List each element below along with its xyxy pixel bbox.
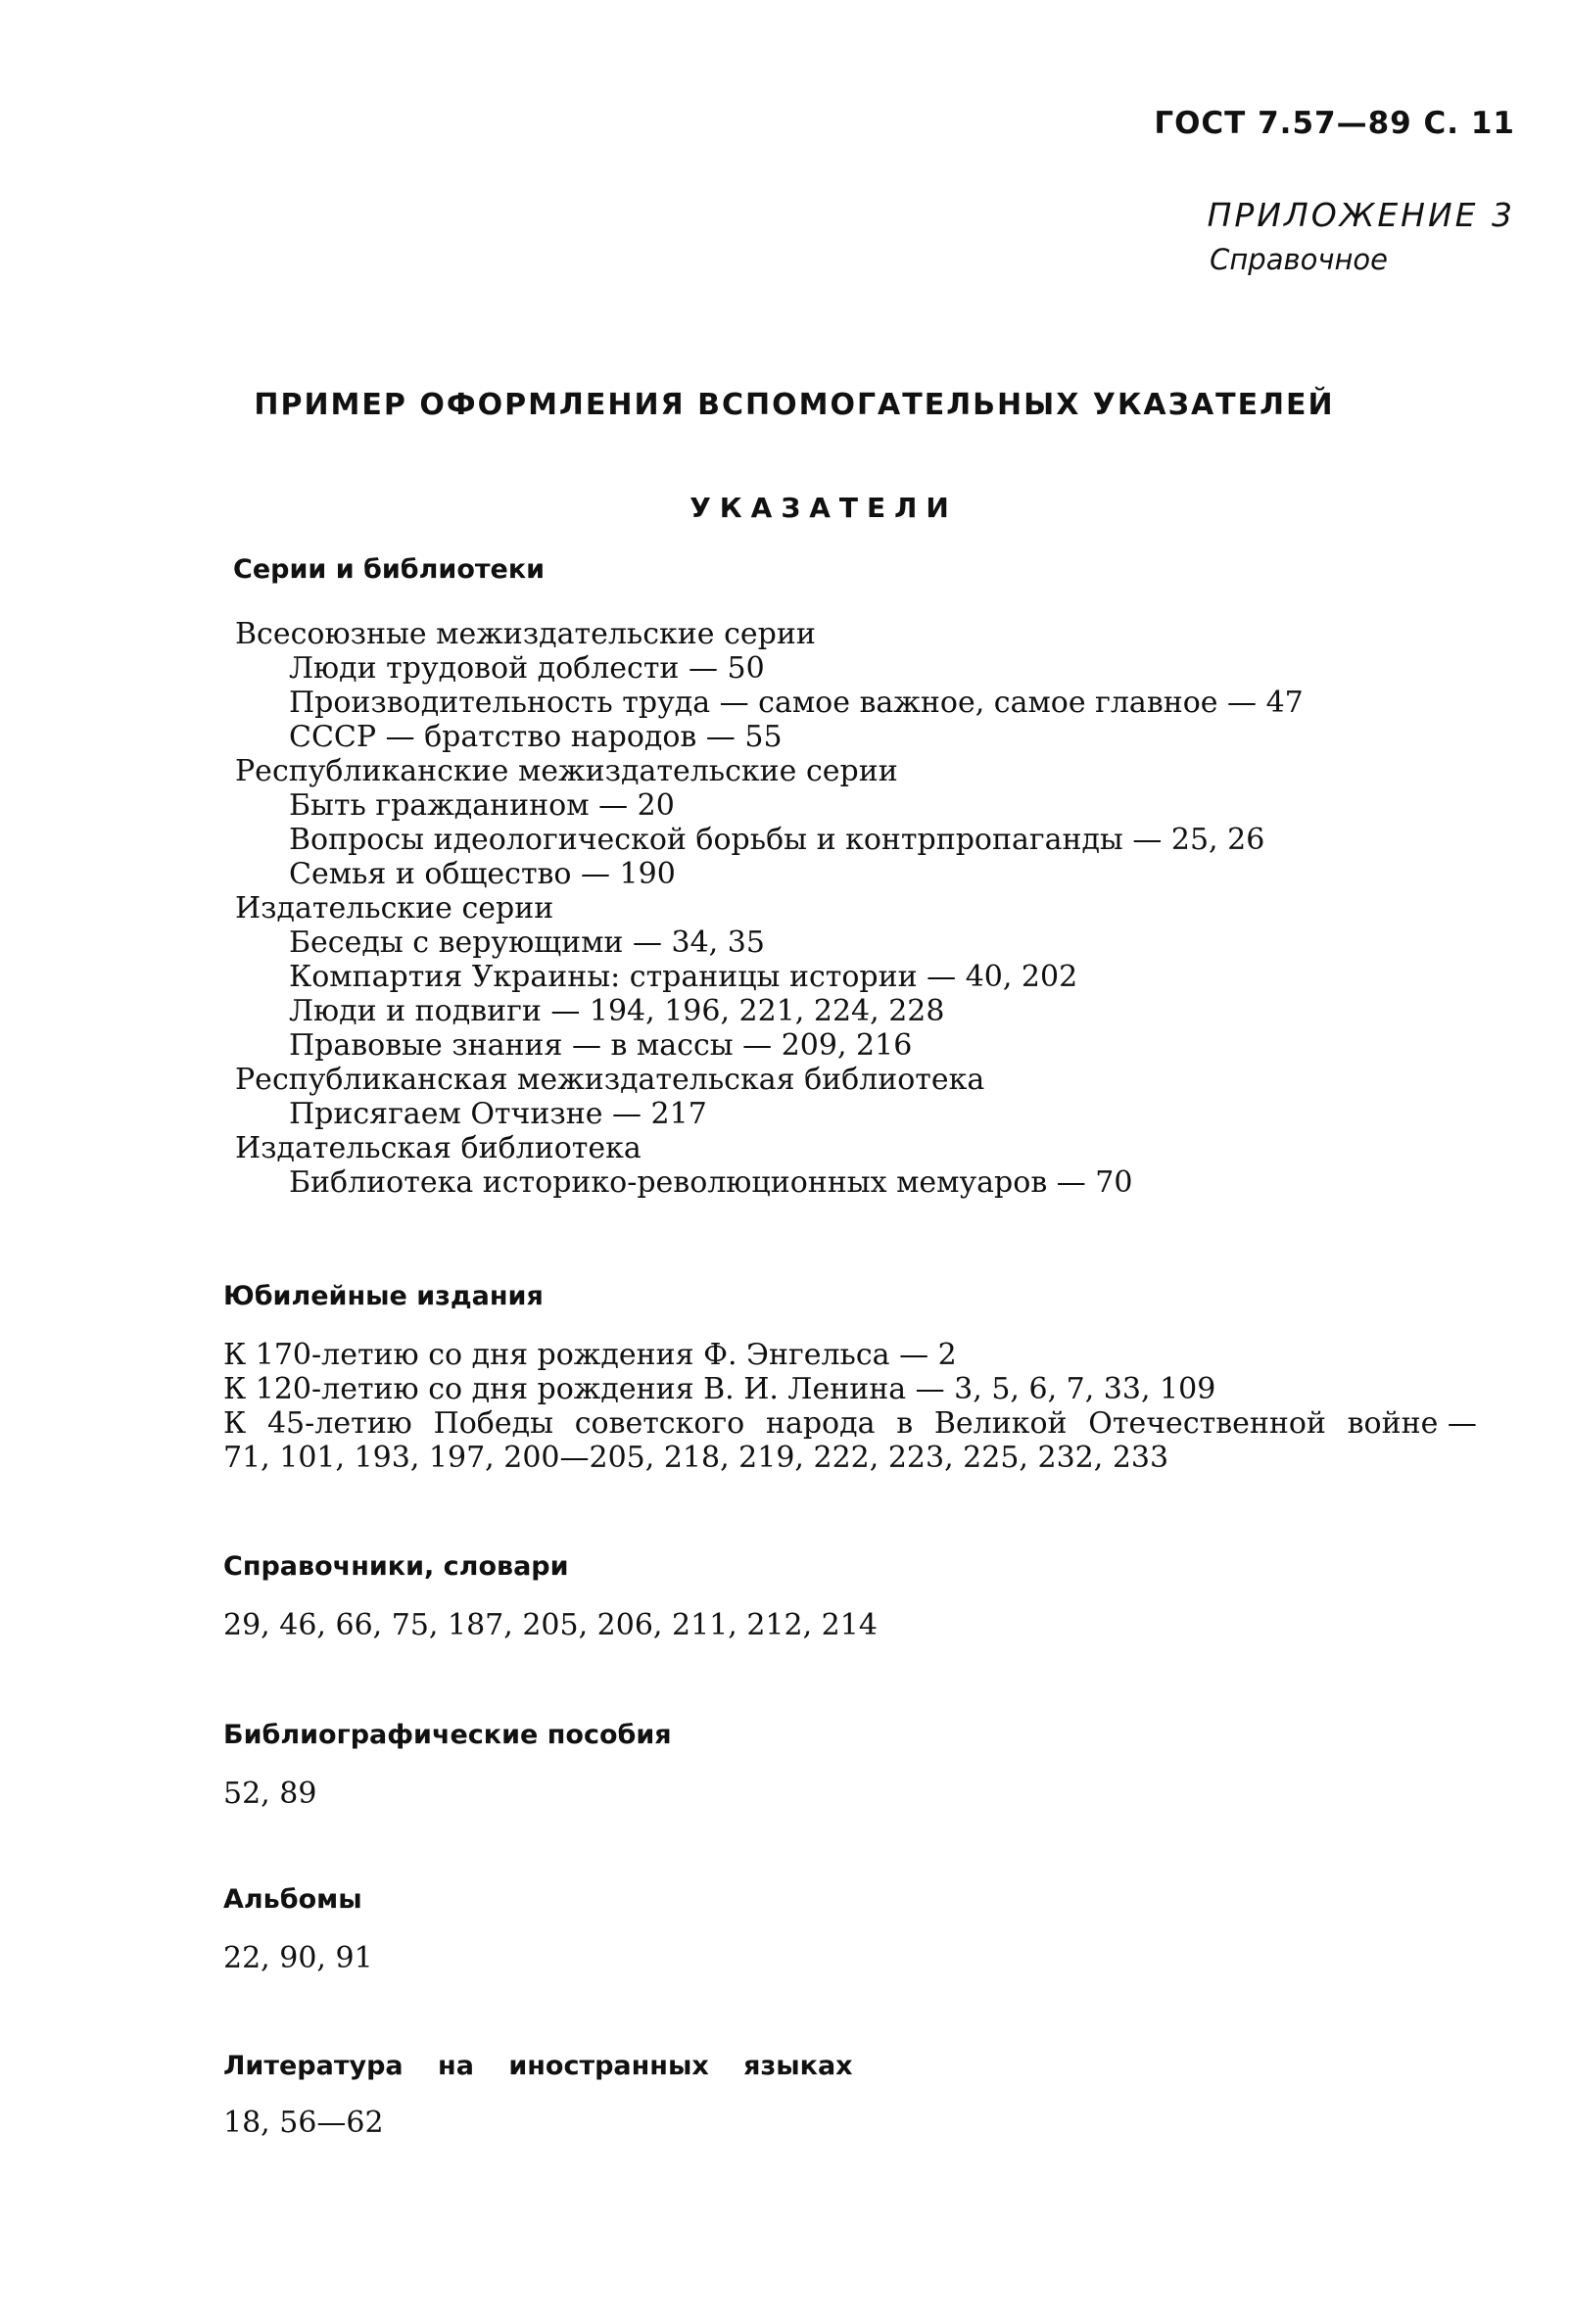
series-list <box>235 617 1304 1200</box>
albums-values: 22, 90, 91 <box>223 1941 373 1975</box>
list-item: Быть гражданином — 20 <box>289 788 675 823</box>
section-heading-foreign: Литература на иностранных языках <box>223 2051 853 2081</box>
section-heading-bibliographic: Библиографические пособия <box>223 1720 672 1750</box>
list-item: 71, 101, 193, 197, 200—205, 218, 219, 222, 223, 225, 232, 233 <box>223 1441 1169 1475</box>
list-item: Республиканская межиздательская библиотека <box>235 1063 985 1097</box>
appendix-type: Справочное <box>1210 243 1388 276</box>
jubilee-list <box>223 1338 1477 1475</box>
appendix-title: ПРИЛОЖЕНИЕ 3 <box>1207 196 1515 234</box>
list-item: Вопросы идеологической борьбы и контрпропаганды — 25, 26 <box>289 823 1265 857</box>
word: советского <box>574 1406 745 1441</box>
doc-code: ГОСТ 7.57—89 С. 11 <box>1154 106 1515 141</box>
list-item: СССР — братство народов — 55 <box>289 720 783 754</box>
list-item: Присягаем Отчизне — 217 <box>289 1097 707 1131</box>
list-item: Люди трудовой доблести — 50 <box>289 651 765 686</box>
word: в <box>896 1406 914 1441</box>
word: К <box>223 1406 247 1441</box>
reference-values: 29, 46, 66, 75, 187, 205, 206, 211, 212, 214 <box>223 1608 878 1642</box>
section-heading-reference: Справочники, словари <box>223 1551 569 1582</box>
list-item: Беседы с верующими — 34, 35 <box>289 925 765 960</box>
list-item-justified <box>223 1406 1477 1441</box>
list-item: Семья и общество — 190 <box>289 857 676 891</box>
word: 45-летию <box>266 1406 412 1441</box>
list-item: Издательская библиотека <box>235 1131 642 1165</box>
list-item: К 170-летию со дня рождения Ф. Энгельса — 2 <box>223 1338 957 1372</box>
list-item: Правовые знания — в массы — 209, 216 <box>289 1028 913 1063</box>
page-subtitle: УКАЗАТЕЛИ <box>689 492 958 524</box>
list-item: Люди и подвиги — 194, 196, 221, 224, 228 <box>289 994 945 1028</box>
page-title: ПРИМЕР ОФОРМЛЕНИЯ ВСПОМОГАТЕЛЬНЫХ УКАЗАТЕЛЕЙ <box>254 388 1335 422</box>
section-heading-series: Серии и библиотеки <box>233 554 546 585</box>
word: войне — <box>1347 1406 1477 1441</box>
word: народа <box>765 1406 876 1441</box>
bibliographic-values: 52, 89 <box>223 1777 317 1811</box>
section-heading-albums: Альбомы <box>223 1884 362 1915</box>
list-item: Издательские серии <box>235 891 554 925</box>
list-item: Компартия Украины: страницы истории — 40, 202 <box>289 960 1078 994</box>
word: Отечественной <box>1088 1406 1326 1441</box>
section-heading-jubilee: Юбилейные издания <box>223 1281 544 1311</box>
word: Победы <box>433 1406 553 1441</box>
list-item: Всесоюзные межиздательские серии <box>235 617 816 651</box>
word: Великой <box>933 1406 1068 1441</box>
list-item: Производительность труда — самое важное, самое главное — 47 <box>289 686 1304 720</box>
list-item: К 120-летию со дня рождения В. И. Ленина — 3, 5, 6, 7, 33, 109 <box>223 1372 1216 1406</box>
list-item: Библиотека историко-революционных мемуаров — 70 <box>289 1165 1133 1200</box>
list-item: Республиканские межиздательские серии <box>235 754 898 788</box>
foreign-values: 18, 56—62 <box>223 2106 384 2140</box>
